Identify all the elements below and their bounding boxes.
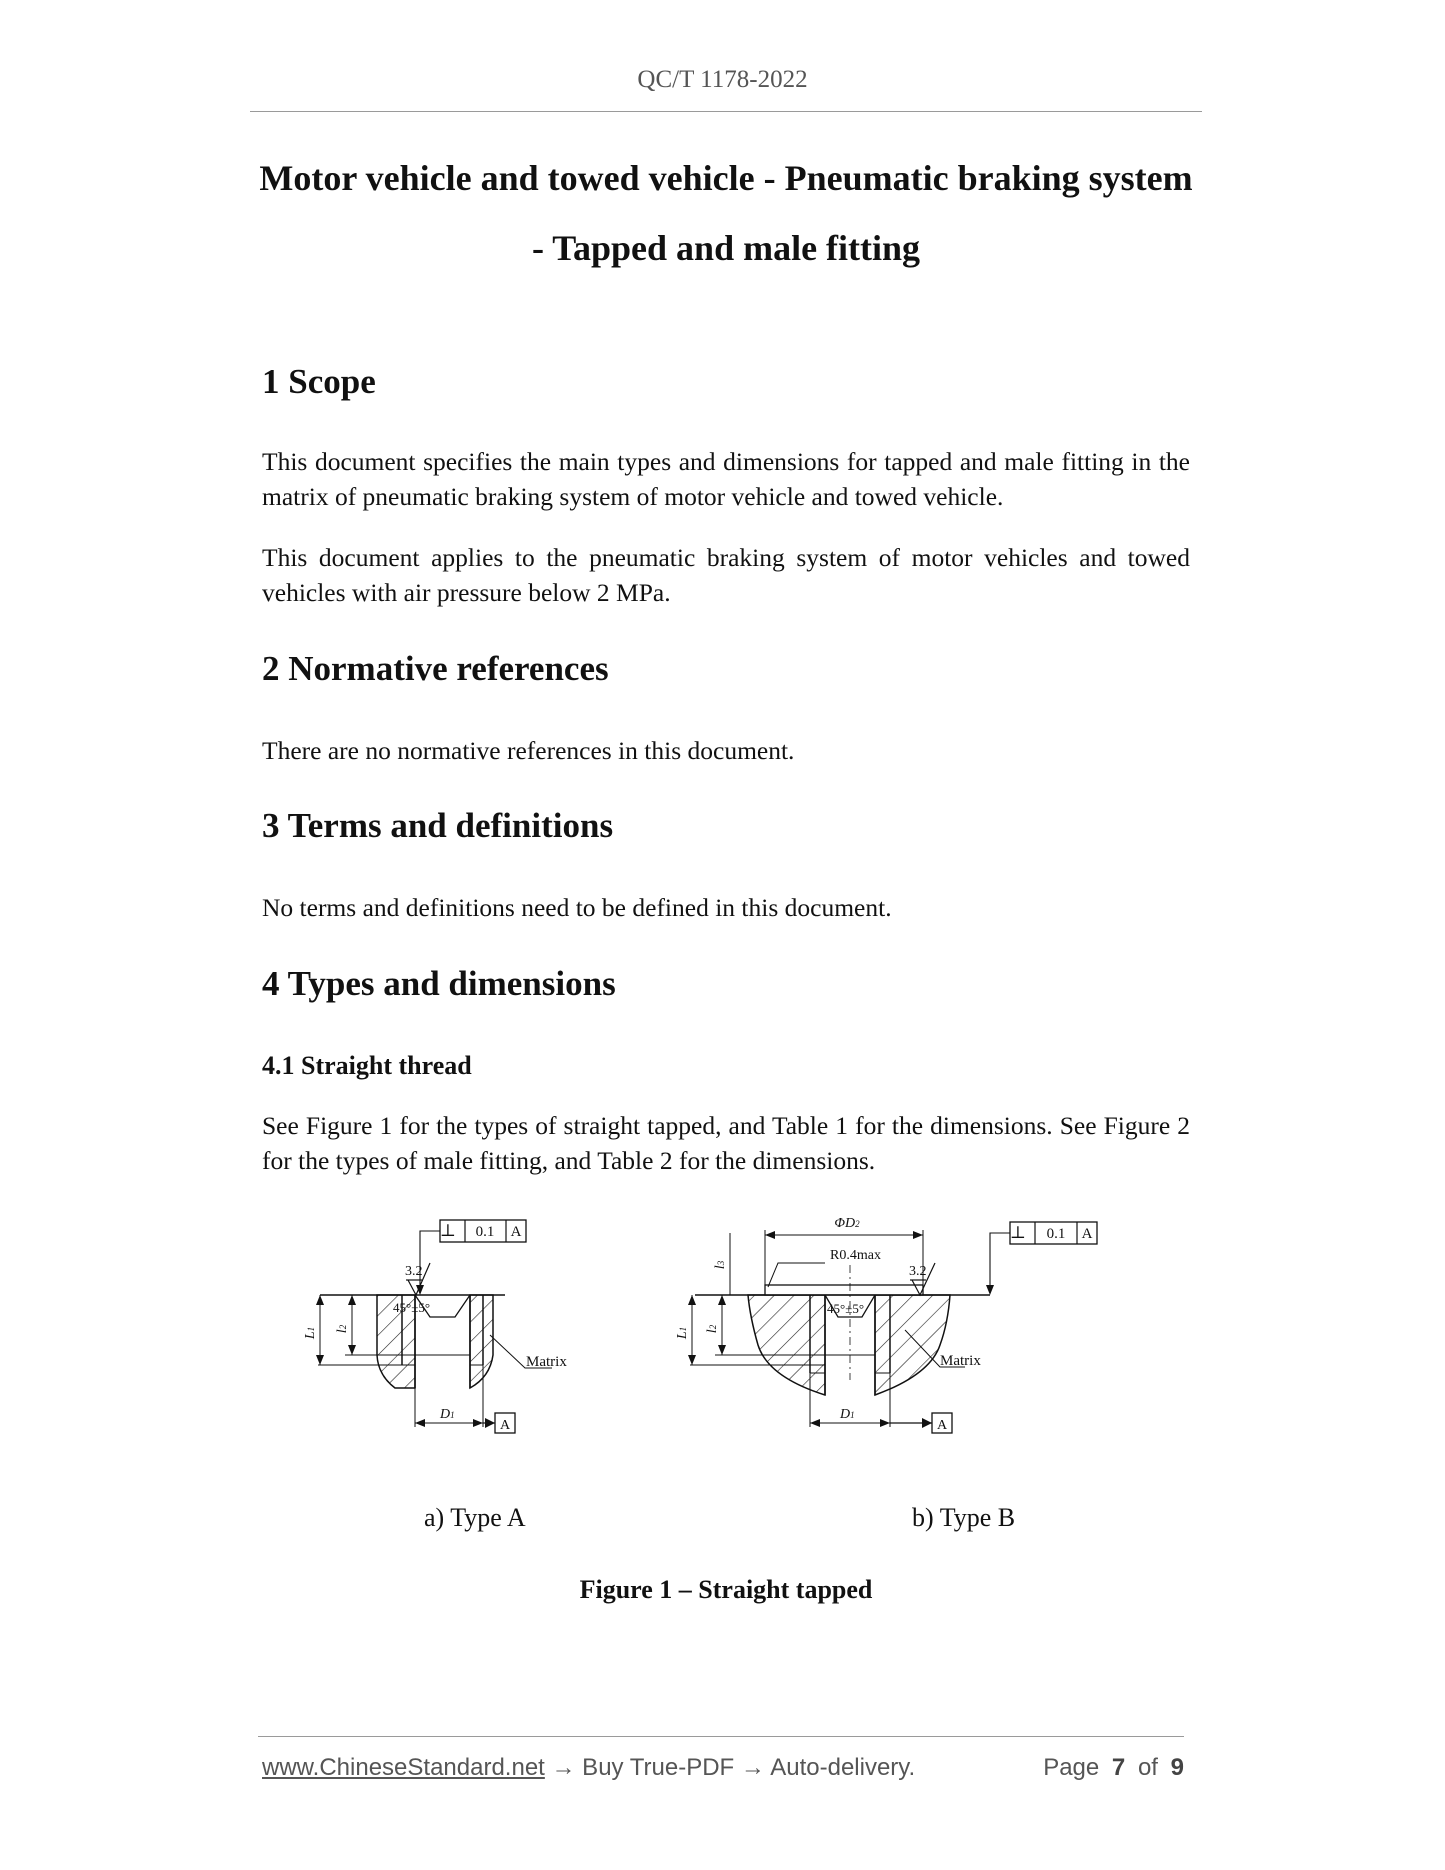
types-paragraph: See Figure 1 for the types of straight tapped, and Table 1 for the dimensions. See Figure 2 for the types of male fitting, and Table 2 for the dimensions. [262,1111,1190,1175]
type-b-d1: D [840,1407,851,1422]
svg-text:D1 [439,1407,455,1422]
figure-type-a-label: a) Type A [424,1503,526,1532]
running-header: QC/T 1178-2022 [637,66,808,93]
type-b-datum-box: A [936,1418,948,1433]
section-heading-types: 4 Types and dimensions [262,964,616,1003]
type-b-d1-sub: 1 [850,1410,855,1420]
normative-paragraph: There are no normative references in this document. [262,736,795,765]
scope-paragraph-2: This document applies to the pneumatic braking system of motor vehicles and towed vehicles with air pressure below 2 MPa. [262,543,1190,607]
type-b-l2: l [705,1329,720,1334]
page-footer [262,1754,1184,1782]
document-title-line-2: - Tapped and male fitting [531,228,921,268]
figure-1-drawing [290,1205,1170,1495]
section-heading-scope: 1 Scope [262,362,376,401]
type-b-d2-sub: 2 [855,1219,860,1229]
svg-text:D1 [839,1407,855,1422]
page-indicator [1037,1754,1184,1782]
type-b-drawing [688,1222,1097,1433]
page-word: Page [1043,1754,1100,1781]
subsection-heading-straight-thread: 4.1 Straight thread [262,1051,472,1080]
svg-text:l2 [705,1324,720,1333]
footer-left [262,1754,915,1782]
type-b-d2: ΦD [834,1216,856,1231]
terms-paragraph: No terms and definitions need to be defined in this document. [262,893,892,922]
type-b-l3-sub: 3 [716,1260,726,1266]
header-divider [250,111,1202,112]
type-b-radius: R0.4max [830,1248,881,1263]
section-heading-normative-references: 2 Normative references [262,649,609,688]
type-a-angle: 45°±5° [393,1300,431,1315]
type-a-datum-box: A [499,1418,511,1433]
type-b-l1: L [675,1331,690,1340]
type-b-tolerance: 0.1 [1046,1226,1066,1242]
current-page-number: 7 [1111,1754,1126,1781]
type-a-drawing [316,1220,552,1433]
type-a-l1: L [303,1331,318,1340]
chinesestandard-link[interactable]: www.ChineseStandard.net [262,1754,545,1781]
type-a-l2-sub: 2 [338,1324,348,1330]
type-a-l2: l [335,1329,350,1334]
type-b-roughness: 3.2 [909,1264,927,1279]
type-a-datum: A [510,1224,522,1240]
type-b-angle: 45°±5° [827,1301,865,1316]
figure-caption: Figure 1 – Straight tapped [579,1575,873,1604]
type-a-d1: D [440,1407,451,1422]
type-b-l3: l [713,1265,728,1270]
svg-text:L1 [303,1327,318,1340]
type-a-perp-symbol: ⊥ [440,1221,456,1240]
svg-text:l3 [713,1260,728,1269]
svg-text:L1 [675,1327,690,1340]
type-b-perp-symbol: ⊥ [1010,1223,1026,1242]
svg-text:l2 [335,1324,350,1333]
svg-text:ΦD2 [834,1216,860,1231]
type-a-roughness: 3.2 [405,1264,423,1279]
footer-delivery-text: → Buy True-PDF → Auto-delivery. [544,1754,916,1781]
total-page-number: 9 [1170,1754,1184,1781]
of-word: of [1137,1754,1158,1781]
scope-paragraph-1: This document specifies the main types and dimensions for tapped and male fitting in the matrix of pneumatic braking system of motor vehicle and towed vehicle. [262,447,1190,511]
figure-type-b-label: b) Type B [912,1503,1016,1532]
document-title-line-1: Motor vehicle and towed vehicle - Pneumatic braking system [259,158,1193,198]
type-b-matrix-label: Matrix [940,1353,981,1369]
type-a-matrix-label: Matrix [526,1354,567,1370]
section-heading-terms: 3 Terms and definitions [262,806,614,845]
type-a-tolerance: 0.1 [475,1224,495,1240]
type-b-l1-sub: 1 [678,1326,688,1332]
type-b-l2-sub: 2 [708,1324,718,1330]
type-a-l1-sub: 1 [306,1326,316,1332]
footer-divider [258,1736,1184,1737]
type-a-d1-sub: 1 [450,1410,455,1420]
type-b-datum: A [1081,1226,1093,1242]
